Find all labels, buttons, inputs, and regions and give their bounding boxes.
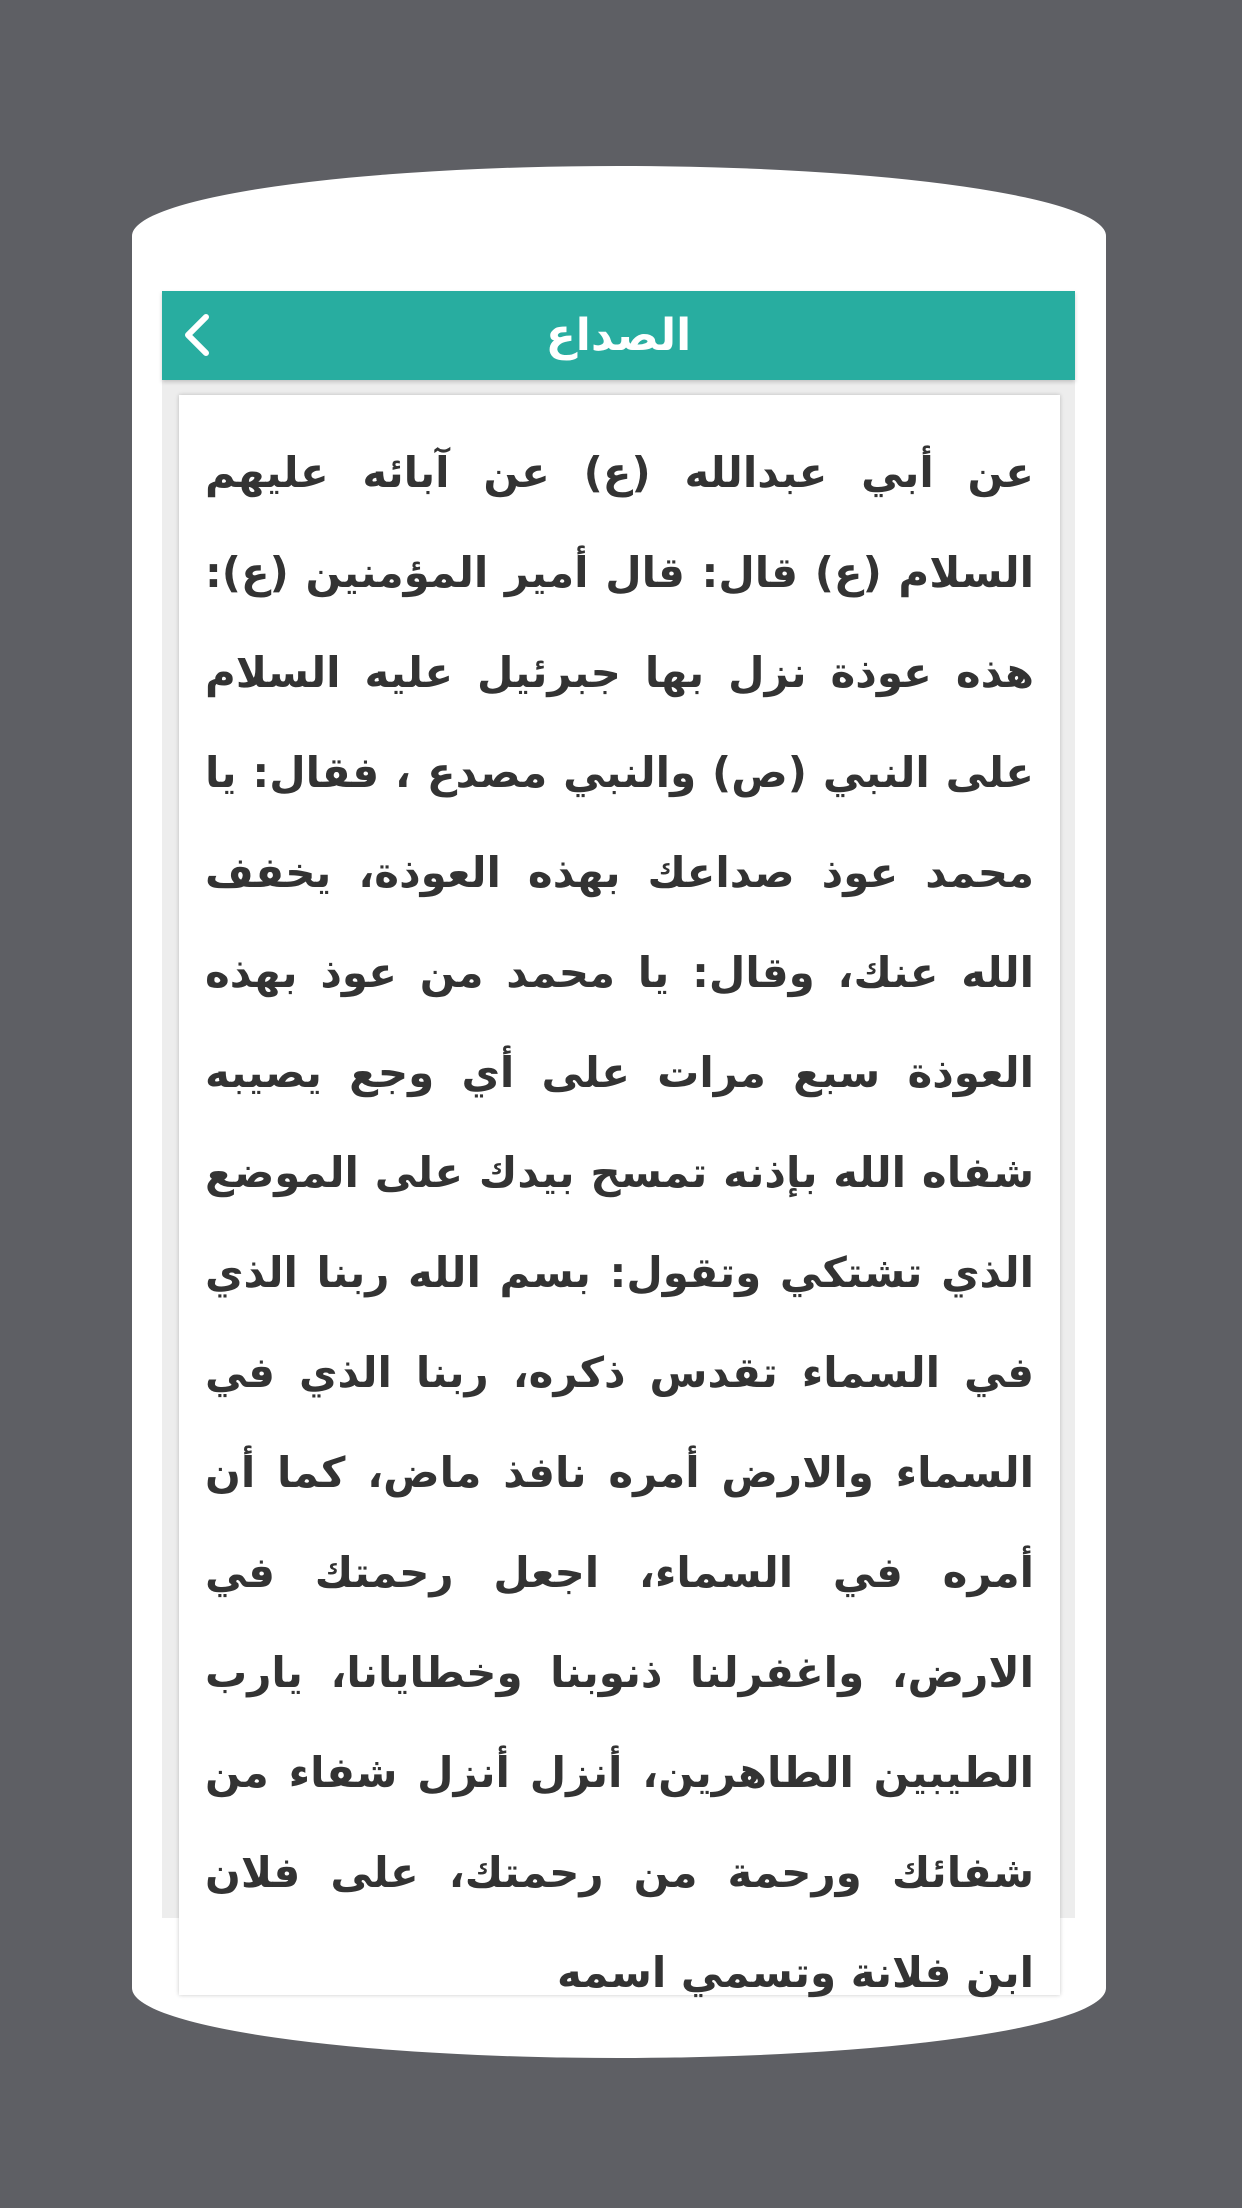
prayer-text: عن أبي عبدالله (ع) عن آبائه عليهم السلام (ع) قال: قال أمير المؤمنين (ع): هذه عوذة نزل بها جبرئيل عليه السلام على النبي (ص) والنبي مصدع ، فقال: يا محمد عوذ صداعك بهذه العوذة، يخفف الله عنك، وقال: يا محمد من عوذ بهذه العوذة سبع مرات على أي وجع يصيبه شفاه الله بإذنه تمسح بيدك على الموضع الذي تشتكي وتقول: بسم الله ربنا الذي في السماء تقدس ذكره، ربنا الذي في السماء والارض أمره نافذ ماض، كما أن أمره في السماء، اجعل رحمتك في الارض، واغفرلنا ذنوبنا وخطايانا، يارب الطيبين الطاهرين، أنزل أنزل شفاء من شفائك ورحمة من رحمتك، على فلان ابن فلانة وتسمي اسمه (205, 448, 1034, 1997)
content-card[interactable] (179, 395, 1060, 1995)
app-screen (162, 291, 1075, 1997)
app-bar (162, 291, 1075, 380)
page-title: الصداع (545, 310, 692, 361)
back-button[interactable] (168, 303, 232, 367)
chevron-left-icon (168, 303, 232, 367)
